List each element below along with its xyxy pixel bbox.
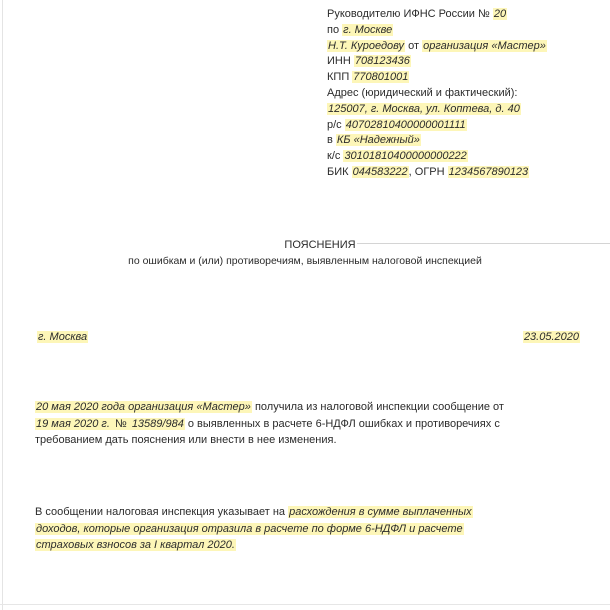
ogrn-value: 1234567890123 — [448, 165, 529, 178]
recipient-header — [327, 7, 607, 181]
bank-name: КБ «Надежный» — [336, 134, 420, 147]
city-prefix: по — [327, 23, 340, 36]
header-kpp-line — [327, 70, 607, 86]
recipient-number: 20 — [493, 8, 507, 20]
account-value: 40702810400000001111 — [345, 118, 466, 131]
bottom-border — [0, 604, 610, 605]
corr-account-value: 30101810400000000222 — [344, 150, 467, 163]
paragraph-discrepancy — [35, 504, 555, 554]
text-run: В сообщении налоговая инспекция указывает на — [35, 506, 289, 518]
header-address-label-line — [327, 86, 607, 102]
text-run: о выявленных в расчете 6-НДФЛ ошибках и противоречиях с — [184, 417, 500, 430]
header-bank-line — [327, 133, 607, 149]
discrepancy-text: доходов, которые организация отразила в расчете по форме 6-НДФЛ и расчете — [36, 522, 463, 535]
paragraph-line — [35, 537, 555, 554]
header-inn-line — [327, 54, 607, 70]
notice-number: 13589/984 — [131, 417, 184, 430]
recipient-prefix: Руководителю ИФНС России № — [327, 8, 490, 20]
kpp-value: 770801001 — [353, 71, 409, 84]
paragraph-notice — [35, 399, 555, 449]
header-city-line — [327, 23, 607, 39]
date-value: 23.05.2020 — [523, 331, 579, 343]
organization-name: организация «Мастер» — [423, 39, 546, 52]
paragraph-line — [35, 521, 555, 538]
notice-date: 19 мая 2020 г. — [36, 417, 110, 430]
paragraph-line — [35, 504, 555, 521]
notice-date-org: 20 мая 2020 года организация «Мастер» — [36, 401, 251, 413]
paragraph-line — [35, 416, 555, 433]
header-director-line — [327, 39, 607, 55]
corr-label: к/с — [327, 150, 341, 163]
header-bik-line — [327, 165, 607, 181]
text-run: получила из налоговой инспекции сообщение от — [251, 401, 504, 413]
bank-prefix: в — [327, 134, 333, 147]
from-word: от — [408, 39, 420, 52]
header-corr-line — [327, 149, 607, 165]
ogrn-label: , ОГРН — [408, 165, 445, 178]
address-label: Адрес (юридический и фактический): — [327, 86, 518, 99]
place-field — [37, 330, 88, 344]
left-border — [2, 0, 3, 610]
inn-label: ИНН — [327, 55, 351, 68]
discrepancy-text: страховых взносов за I квартал 2020. — [36, 539, 235, 552]
header-account-line — [327, 118, 607, 134]
bik-value: 044583222 — [352, 165, 408, 178]
date-field — [523, 330, 580, 344]
number-sign: № — [111, 417, 130, 430]
document-subtitle: по ошибкам и (или) противоречиям, выявленным налоговой инспекцией — [128, 255, 482, 267]
paragraph-line — [35, 432, 555, 449]
paragraph-line — [35, 399, 555, 416]
header-recipient-line — [327, 7, 607, 23]
header-address-line — [327, 102, 607, 118]
address-value: 125007, г. Москва, ул. Коптева, д. 40 — [328, 102, 520, 115]
inn-value: 708123436 — [354, 55, 410, 68]
discrepancy-text: расхождения в сумме выплаченных — [289, 506, 472, 518]
text-run: требованием дать пояснения или внести в нее изменения. — [35, 434, 337, 447]
place-value: г. Москва — [38, 331, 88, 343]
recipient-city: г. Москве — [343, 23, 393, 36]
bik-label: БИК — [327, 165, 349, 178]
kpp-label: КПП — [327, 71, 350, 84]
document-title: ПОЯСНЕНИЯ — [284, 239, 356, 251]
account-label: р/с — [327, 118, 342, 131]
director-name: Н.Т. Куроедову — [328, 39, 405, 52]
